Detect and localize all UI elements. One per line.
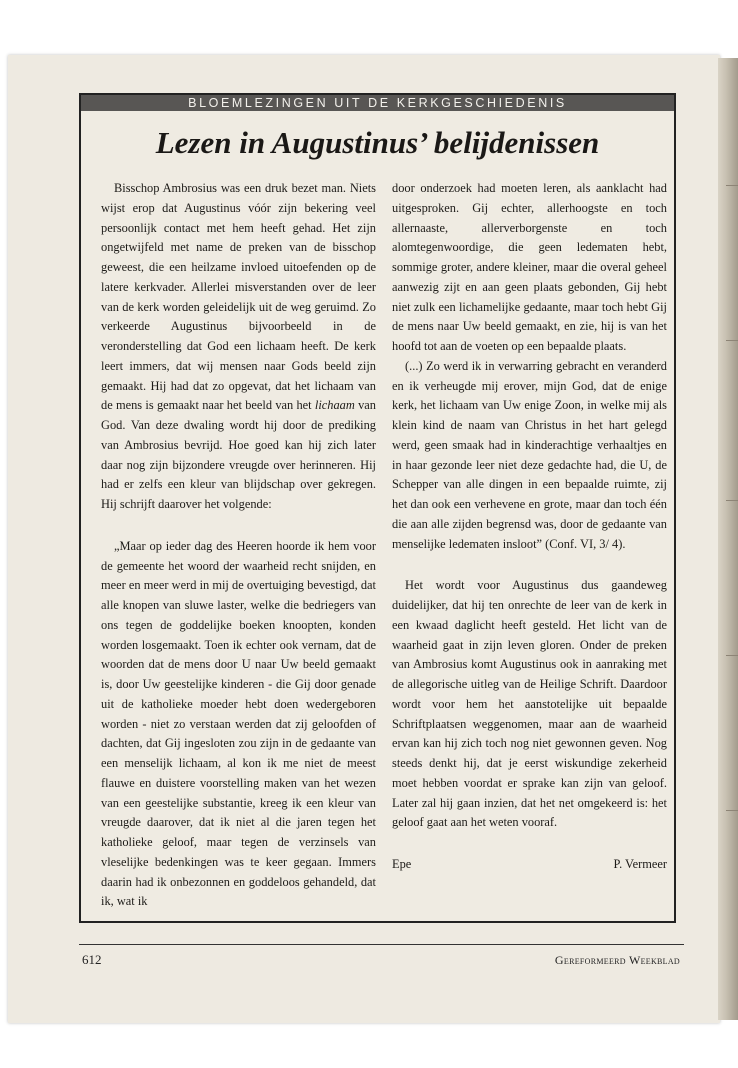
quote-paragraph: „Maar op ieder dag des Heeren hoorde ik hem voor de gemeente het woord der waarheid recht snijden, en meer en meer werd in mij de overtuiging bevestigd, dat alle knopen van sluwe laster, welke die bedriegers van ons tegen de goddelijke boeken knoopten, konden worden losgemaakt. Toen ik echter ook vernam, dat de woorden dat de mens door U naar Uw beeld gemaakt is, door Uw geestelijke kinderen - die Gij door genade uit de katholieke moeder hebt doen wedergeboren worden - niet zo verstaan werden dat zij geloofden of dachten, dat Gij ingesloten zou zijn in de gedaante van een menselijk lichaam, al kon ik me niet de meest flauwe en duistere voorstelling maken van het wezen van een geestelijke substantie, kreeg ik een kleur van vreugde daarover, dat ik niet al die jaren tegen het katholieke geloof, maar tegen de verzinsels van vleselijke bedenkingen was te keer gegaan. Immers daarin had ik onbezonnen en goddeloos gehandeld, dat ik, wat ik bbox=[101, 538, 376, 909]
spine-mark bbox=[726, 655, 738, 656]
book-spine-edge bbox=[718, 58, 738, 1020]
left-column bbox=[101, 179, 376, 912]
spine-mark bbox=[726, 810, 738, 811]
page-number: 612 bbox=[82, 952, 102, 967]
quote-continuation: door onderzoek had moeten leren, als aanklacht had uitgesproken. Gij echter, allerhoogste en toch allernaaste, allerverborgenste en toch alomtegenwoordige, die geen ledematen hebt, sommige groter, andere kleiner, maar die overal geheel aanwezig zijt en aan geen plaats gebonden, Gij hebt niet zulk een lichamelijke gedaante, maar toch hebt Gij de mens naar Uw beeld gemaakt, en zie, hij is van het hoofd tot aan de voeten op een bepaalde plaats. bbox=[392, 181, 667, 353]
spine-mark bbox=[726, 340, 738, 341]
publication-name: Gereformeerd Weekblad bbox=[554, 953, 680, 967]
place: Epe bbox=[392, 857, 412, 871]
paragraph-intro bbox=[101, 179, 376, 515]
spine-mark bbox=[726, 500, 738, 501]
section-banner: BLOEMLEZINGEN UIT DE KERKGESCHIEDENIS bbox=[81, 95, 674, 111]
paragraph-text: van God. Van deze dwaling wordt hij door de prediking van Ambrosius bevrijd. Hoe goed kan hij zich later daar nog zijn bijzondere vreugde over herinneren. Hij had er zelfs een kleur van blijdschap over gekregen. Hij schrijft daarover het volgende: bbox=[101, 398, 376, 511]
signature bbox=[392, 855, 667, 875]
article-frame bbox=[79, 93, 676, 923]
footer-rule bbox=[79, 944, 684, 945]
emphasis-text: lichaam bbox=[314, 398, 355, 413]
right-column bbox=[392, 179, 667, 875]
spine-mark bbox=[726, 185, 738, 186]
paragraph-text: Bisschop Ambrosius was een druk bezet man. Niets wijst erop dat Augustinus vóór zijn bekering veel persoonlijk contact met hem heeft gehad. Het zijn ongetwijfeld met name de preken van de bisschop geweest, die een heilzame invloed uitoefenden op de latere kerkvader. Allerlei misverstanden over de leer van de kerk worden geleidelijk uit de weg geruimd. Zo verkeerde Augustinus bijvoorbeeld in de veronderstelling dat God een lichaam heeft. De kerk leert immers, dat wij mensen naar Gods beeld zijn gemaakt. Hij had dat zo opgevat, dat het lichaam van de mens is gemaakt naar het beeld van het bbox=[101, 181, 376, 413]
author: P. Vermeer bbox=[613, 857, 667, 871]
article-title: Lezen in Augustinus’ belijdenissen bbox=[155, 125, 600, 160]
quote-paragraph: (...) Zo werd ik in verwarring gebracht en veranderd en ik verheugde mij erover, mijn God, dat de enige kerk, het lichaam van Uw enige Zoon, in welke mij als klein kind de naam van Christus in het hart gelegd werd, geen smaak had in kinderachtige verhaaltjes en in haar gezonde leer niet deze gedachte had, die U, de Schepper van alle dingen in een bepaalde ruimte, zij het dan ook een verhevene en grote, maar dan toch één die aan alle zijden begrensd was, door de gedaante van menselijke ledematen insloot” (Conf. VI, 3/ 4). bbox=[392, 358, 667, 551]
conclusion-paragraph: Het wordt voor Augustinus dus gaandeweg duidelijker, dat hij ten onrechte de leer van de kerk in een kwaad daglicht heeft gesteld. Het licht van de waarheid gaat in zijn leven gloren. Onder de preken van Ambrosius komt Augustinus ook in aanraking met de allegorische uitleg van de Heilige Schrift. Daardoor wordt voor hem het aanstotelijke uit bepaalde Schriftplaatsen weggenomen, maar aan de waarheid ervan kan hij zich toch nog niet gewonnen geven. Nog steeds denkt hij, dat je eerst wiskundige zekerheid moet hebben voordat er sprake kan zijn van geloof. Later zal hij gaan inzien, dat het net omgekeerd is: het geloof gaat aan het weten vooraf. bbox=[392, 578, 667, 830]
